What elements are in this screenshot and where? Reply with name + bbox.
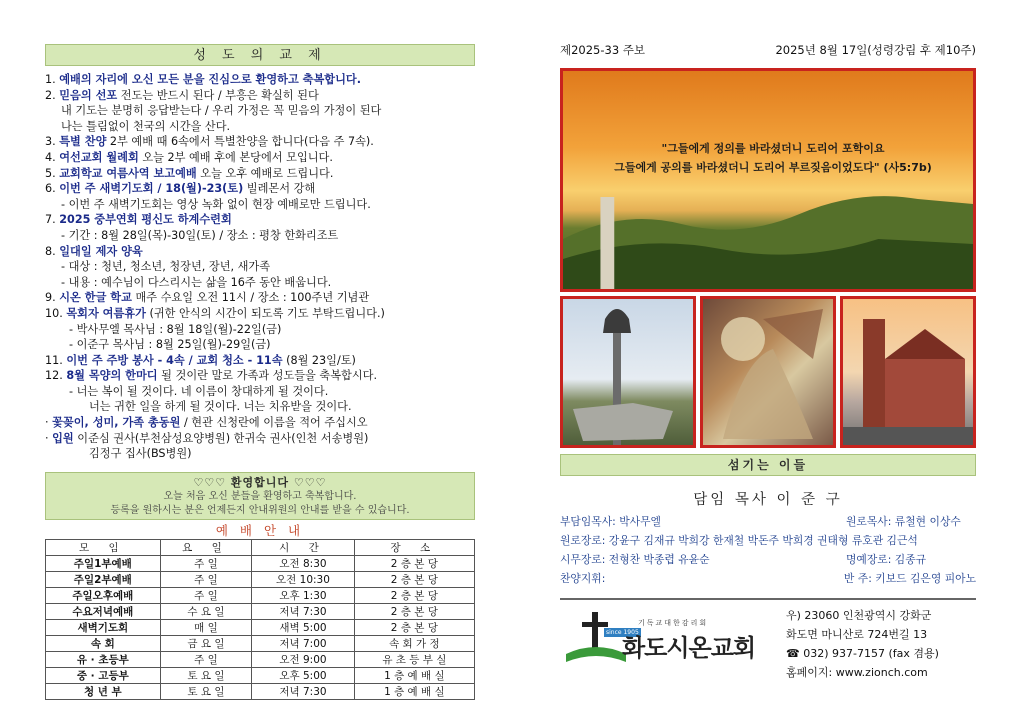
welcome-title: ♡♡♡ 환영합니다 ♡♡♡ (193, 475, 327, 489)
verse-line-2: 그들에게 공의를 바라셨더니 도리어 부르짖음이었도다" (사5:7b) (614, 161, 932, 174)
staff-row (560, 531, 976, 550)
item-highlight: 특별 찬양 (59, 135, 107, 149)
worship-cell: 오전 8:30 (252, 555, 355, 571)
fellowship-item (45, 353, 475, 369)
item-text: 내 기도는 분명히 응답받는다 / 우리 가정은 꼭 믿음의 가정이 된다 (61, 104, 382, 118)
fellowship-item (45, 103, 475, 119)
worship-cell: 2 층 본 당 (354, 619, 474, 635)
item-text: 전도는 반드시 된다 / 부흥은 확실히 된다 (117, 88, 319, 102)
church-name: 화도시온교회 (622, 634, 756, 662)
servants-title: 섬기는 이들 (560, 454, 976, 476)
fellowship-item (45, 72, 475, 88)
item-number: · (45, 431, 49, 445)
item-text: - 너는 복이 될 것이다. 네 이름이 창대하게 될 것이다. (69, 384, 329, 398)
item-text: (8월 23일/토) (282, 353, 356, 367)
item-text: 매주 수요일 오전 11시 / 장소 : 100주년 기념관 (131, 291, 370, 305)
church-contact (768, 606, 976, 688)
staff-entry: 찬양지휘: (560, 572, 606, 585)
worship-cell: 새벽기도회 (46, 619, 161, 635)
worship-cell: 주일오후예배 (46, 587, 161, 603)
fellowship-item (45, 134, 475, 150)
item-number: 5. (45, 166, 56, 180)
worship-cell: 금 요 일 (160, 635, 252, 651)
worship-cell: 주 일 (160, 555, 252, 571)
item-number: 10. (45, 306, 63, 320)
website-link[interactable]: 홈페이지: www.zionch.com (786, 666, 928, 679)
item-number: 1. (45, 73, 56, 86)
church-footer (560, 606, 976, 688)
since-badge: since 1905 (606, 629, 639, 636)
worship-cell: 주 일 (160, 571, 252, 587)
worship-header-cell: 장 소 (354, 539, 474, 555)
table-row (46, 667, 475, 683)
worship-cell: 저녁 7:30 (252, 603, 355, 619)
worship-cell: 속 회 (46, 635, 161, 651)
stained-glass-graphic (703, 299, 833, 445)
bulletin-header (560, 40, 976, 60)
hero-landscape-image (560, 68, 976, 292)
item-text: - 대상 : 청년, 청소년, 청장년, 장년, 새가족 (61, 260, 271, 274)
item-text: (귀한 안식의 시간이 되도록 기도 부탁드립니다.) (145, 306, 385, 320)
item-text: - 박사무엘 목사님 : 8월 18일(월)-22일(금) (69, 322, 282, 336)
welcome-line-2: 등록을 원하시는 분은 언제든지 안내위원의 안내를 받을 수 있습니다. (110, 504, 410, 516)
fellowship-item (45, 446, 475, 462)
worship-cell: 오전 9:00 (252, 651, 355, 667)
fellowship-item (45, 259, 475, 275)
fellowship-item (45, 290, 475, 306)
item-text: 나는 틀림없이 천국의 시간을 산다. (61, 119, 231, 133)
staff-entry: 원로장로: 강윤구 김재규 박희강 한재철 박돈주 박희경 권태형 류호관 김근석 (560, 534, 918, 547)
item-highlight: 꽃꽂이, 성미, 가족 총동원 (52, 416, 181, 430)
worship-cell: 2 층 본 당 (354, 571, 474, 587)
fellowship-item (45, 384, 475, 400)
worship-cell: 주 일 (160, 587, 252, 603)
item-text: / 현관 신청란에 이름을 적어 주십시오 (180, 416, 368, 430)
item-number: 6. (45, 182, 56, 196)
fellowship-item (45, 275, 475, 291)
fellowship-item (45, 181, 475, 197)
table-row (46, 619, 475, 635)
item-number: 3. (45, 135, 56, 149)
worship-table (45, 539, 475, 700)
fellowship-item (45, 368, 475, 384)
table-row (46, 603, 475, 619)
fellowship-item (45, 166, 475, 182)
item-highlight: 이번 주 새벽기도회 / 18(월)-23(토) (59, 182, 244, 196)
worship-cell: 매 일 (160, 619, 252, 635)
worship-cell: 주 일 (160, 651, 252, 667)
worship-cell: 수 요 일 (160, 603, 252, 619)
item-text: 너는 귀한 일을 하게 될 것이다. 너는 치유받을 것이다. (89, 400, 352, 414)
item-number: 7. (45, 213, 56, 227)
fellowship-item (45, 415, 475, 431)
worship-cell: 수요저녁예배 (46, 603, 161, 619)
issue-number: 제2025-33 주보 (560, 43, 646, 57)
table-row (46, 587, 475, 603)
worship-cell: 속 회 가 정 (354, 635, 474, 651)
staff-row (560, 512, 976, 531)
item-highlight: 일대일 제자 양육 (59, 244, 143, 258)
item-highlight: 8월 목양의 한마디 (66, 369, 158, 383)
item-number: 8. (45, 244, 56, 258)
item-number: 9. (45, 291, 56, 305)
worship-cell: 토 요 일 (160, 683, 252, 699)
church-logo (560, 606, 768, 688)
fellowship-item (45, 306, 475, 322)
item-number: · (45, 416, 49, 430)
item-highlight: 이번 주 주방 봉사 - 4속 / 교회 청소 - 11속 (66, 353, 283, 367)
worship-cell: 오후 1:30 (252, 587, 355, 603)
worship-cell: 2 층 본 당 (354, 587, 474, 603)
worship-cell: 유 초 등 부 실 (354, 651, 474, 667)
item-highlight: 목회자 여름휴가 (66, 306, 146, 320)
worship-cell: 저녁 7:30 (252, 683, 355, 699)
worship-cell: 저녁 7:00 (252, 635, 355, 651)
worship-cell: 중 · 고등부 (46, 667, 161, 683)
fellowship-item (45, 322, 475, 338)
item-text: 될 것이란 말로 가족과 성도들을 축복합시다. (157, 369, 378, 383)
address-line-2: 화도면 마니산로 724번길 13 (786, 628, 928, 641)
table-row (46, 555, 475, 571)
item-text: - 이번 주 새벽기도회는 영상 녹화 없이 현장 예배로만 드립니다. (61, 197, 371, 211)
item-number: 12. (45, 369, 63, 383)
item-highlight: 여선교회 월례회 (59, 150, 139, 164)
worship-cell: 2 층 본 당 (354, 555, 474, 571)
item-highlight: 입원 (52, 431, 74, 445)
church-building-graphic (843, 299, 973, 445)
table-row (46, 635, 475, 651)
table-row (46, 651, 475, 667)
photo-strip (560, 296, 976, 448)
church-building-photo (840, 296, 976, 448)
worship-cell: 2 층 본 당 (354, 603, 474, 619)
worship-cell: 주일2부예배 (46, 571, 161, 587)
worship-table-body (46, 555, 475, 699)
item-highlight: 교회학교 여름사역 보고예배 (59, 166, 197, 180)
bible-verse (593, 139, 953, 177)
item-highlight: 2025 중부연회 평신도 하계수련회 (59, 213, 232, 227)
welcome-line-1: 오늘 처음 오신 분들을 환영하고 축복합니다. (163, 490, 357, 502)
worship-cell: 1 층 예 배 실 (354, 667, 474, 683)
worship-header-cell: 시 간 (252, 539, 355, 555)
fellowship-item (45, 88, 475, 104)
staff-entry: 반 주: 키보드 김은영 피아노 (843, 572, 976, 585)
staff-list (560, 512, 976, 588)
cross-logo-icon (566, 610, 626, 670)
fellowship-item (45, 228, 475, 244)
fellowship-item (45, 150, 475, 166)
worship-title: 예 배 안 내 (215, 522, 305, 538)
item-text: 2부 예배 때 6속에서 특별찬양을 합니다(다음 주 7속). (106, 135, 374, 149)
fellowship-item (45, 197, 475, 213)
fellowship-item (45, 212, 475, 228)
worship-cell: 1 층 예 배 실 (354, 683, 474, 699)
worship-cell: 오전 10:30 (252, 571, 355, 587)
staff-entry: 원로목사: 류철현 이상수 (846, 515, 961, 528)
bulletin-date: 2025년 8월 17일(성령강림 후 제10주) (775, 43, 976, 57)
left-column (45, 44, 475, 700)
staff-entry: 명예장로: 김종규 (846, 553, 927, 566)
mountain-ridge-graphic (563, 179, 973, 289)
fellowship-item (45, 399, 475, 415)
item-text: - 이준구 목사님 : 8월 25일(월)-29일(금) (69, 338, 271, 352)
fellowship-item (45, 337, 475, 353)
staff-row (560, 569, 976, 588)
staff-row (560, 550, 976, 569)
verse-line-1: "그들에게 정의를 바라셨더니 도리어 포학이요 (661, 142, 885, 155)
address-line-1: 우) 23060 인천광역시 강화군 (786, 609, 932, 622)
item-number: 2. (45, 88, 56, 102)
fellowship-item (45, 431, 475, 447)
item-text: - 내용 : 예수님이 다스리시는 삶을 16주 동안 배웁니다. (61, 275, 332, 289)
item-number: 4. (45, 150, 56, 164)
bell-tower-photo (560, 296, 696, 448)
stained-glass-photo (700, 296, 836, 448)
item-text: - 기간 : 8월 28일(목)-30일(토) / 장소 : 평창 한화리조트 (61, 228, 339, 242)
item-text: 오늘 2부 예배 후에 본당에서 모입니다. (138, 150, 333, 164)
worship-table-header (46, 539, 475, 555)
fellowship-item (45, 119, 475, 135)
bell-tower-graphic (563, 299, 693, 445)
fellowship-title: 성 도 의 교 제 (45, 44, 475, 66)
staff-entry: 시무장로: 전형찬 박종렵 유윤순 (560, 553, 710, 566)
worship-cell: 주일1부예배 (46, 555, 161, 571)
item-number: 11. (45, 353, 63, 367)
fellowship-list (45, 72, 475, 462)
item-text: 빌레몬서 강해 (243, 182, 316, 196)
item-text: 이준심 권사(부천삼성요양병원) 한귀숙 권사(인천 서송병원) (73, 431, 369, 445)
footer-divider (560, 598, 976, 600)
item-highlight: 믿음의 선포 (59, 88, 118, 102)
worship-cell: 새벽 5:00 (252, 619, 355, 635)
staff-entry (918, 531, 1024, 550)
table-row (46, 571, 475, 587)
worship-header-cell: 모 임 (46, 539, 161, 555)
welcome-box (45, 472, 475, 520)
item-text: 오늘 오후 예배로 드립니다. (196, 166, 334, 180)
right-column (560, 40, 976, 688)
denomination: 기독교대한감리회 (638, 619, 709, 627)
item-highlight: 시온 한글 학교 (59, 291, 132, 305)
worship-cell: 오후 5:00 (252, 667, 355, 683)
phone: ☎ 032) 937-7157 (fax 겸용) (786, 647, 939, 660)
item-text: 김정구 집사(BS병원) (89, 447, 192, 461)
fellowship-item (45, 244, 475, 260)
staff-entry: 부담임목사: 박사무엘 (560, 515, 661, 528)
worship-header-cell: 요 일 (160, 539, 252, 555)
worship-cell: 토 요 일 (160, 667, 252, 683)
item-highlight: 예배의 자리에 오신 모든 분을 진심으로 환영하고 축복합니다. (59, 73, 361, 86)
worship-cell: 청 년 부 (46, 683, 161, 699)
senior-pastor: 담임 목사 이 준 구 (693, 492, 843, 508)
table-row (46, 683, 475, 699)
worship-cell: 유 · 초등부 (46, 651, 161, 667)
